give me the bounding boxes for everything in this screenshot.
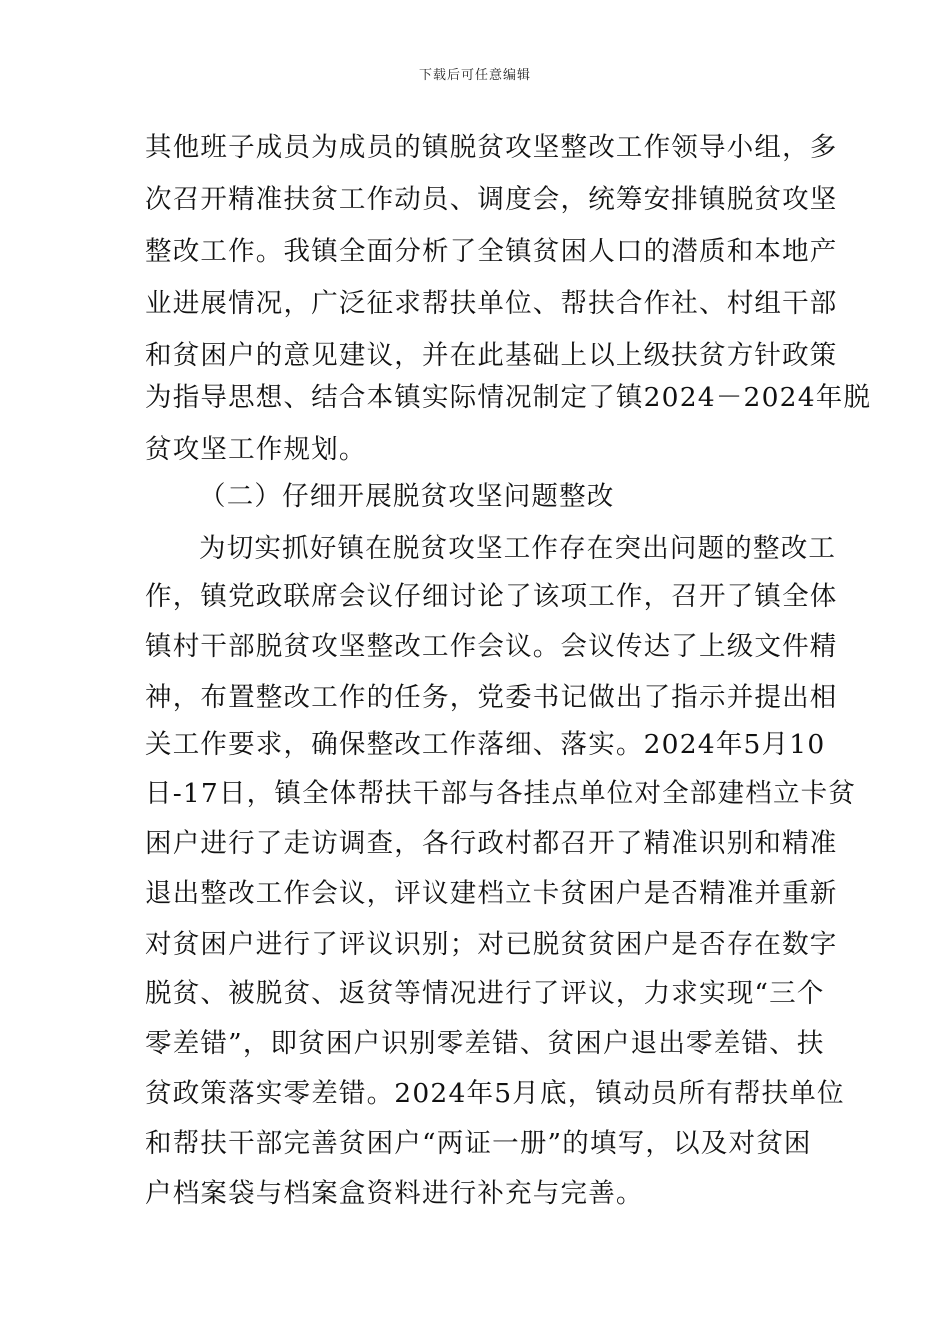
- text-line: 关工作要求，确保整改工作落细、落实。2024年5月10: [145, 729, 826, 760]
- text-line: 退出整改工作会议，评议建档立卡贫困户是否精准并重新: [145, 878, 838, 909]
- text-line: 户档案袋与档案盒资料进行补充与完善。: [145, 1178, 644, 1209]
- section-heading: （二）仔细开展脱贫攻坚问题整改: [199, 481, 615, 512]
- header-note: 下载后可任意编辑: [418, 68, 531, 83]
- text-line: 对贫困户进行了评议识别；对已脱贫贫困户是否存在数字: [145, 929, 838, 960]
- text-line: 为指导思想、结合本镇实际情况制定了镇2024－2024年脱: [145, 382, 872, 413]
- text-line: 为切实抓好镇在脱贫攻坚工作存在突出问题的整改工: [199, 533, 837, 564]
- text-line: 和贫困户的意见建议，并在此基础上以上级扶贫方针政策: [145, 340, 838, 371]
- text-line: 脱贫、被脱贫、返贫等情况进行了评议，力求实现“三个: [145, 978, 825, 1009]
- text-line: 镇村干部脱贫攻坚整改工作会议。会议传达了上级文件精: [145, 631, 838, 662]
- text-line: 日-17日，镇全体帮扶干部与各挂点单位对全部建档立卡贫: [145, 778, 857, 809]
- text-line: 业进展情况，广泛征求帮扶单位、帮扶合作社、村组干部: [145, 288, 838, 319]
- text-line: 其他班子成员为成员的镇脱贫攻坚整改工作领导小组，多: [145, 132, 838, 163]
- text-line: 贫攻坚工作规划。: [145, 434, 367, 465]
- text-line: 零差错”，即贫困户识别零差错、贫困户退出零差错、扶: [145, 1028, 825, 1059]
- text-line: 神，布置整改工作的任务，党委书记做出了指示并提出相: [145, 682, 838, 713]
- text-line: 作，镇党政联席会议仔细讨论了该项工作，召开了镇全体: [145, 581, 838, 612]
- text-line: 次召开精准扶贫工作动员、调度会，统筹安排镇脱贫攻坚: [145, 184, 838, 215]
- text-line: 困户进行了走访调查，各行政村都召开了精准识别和精准: [145, 828, 838, 859]
- text-line: 和帮扶干部完善贫困户“两证一册”的填写，以及对贫困: [145, 1128, 812, 1159]
- text-line: 整改工作。我镇全面分析了全镇贫困人口的潜质和本地产: [145, 236, 838, 267]
- text-line: 贫政策落实零差错。2024年5月底，镇动员所有帮扶单位: [145, 1078, 845, 1109]
